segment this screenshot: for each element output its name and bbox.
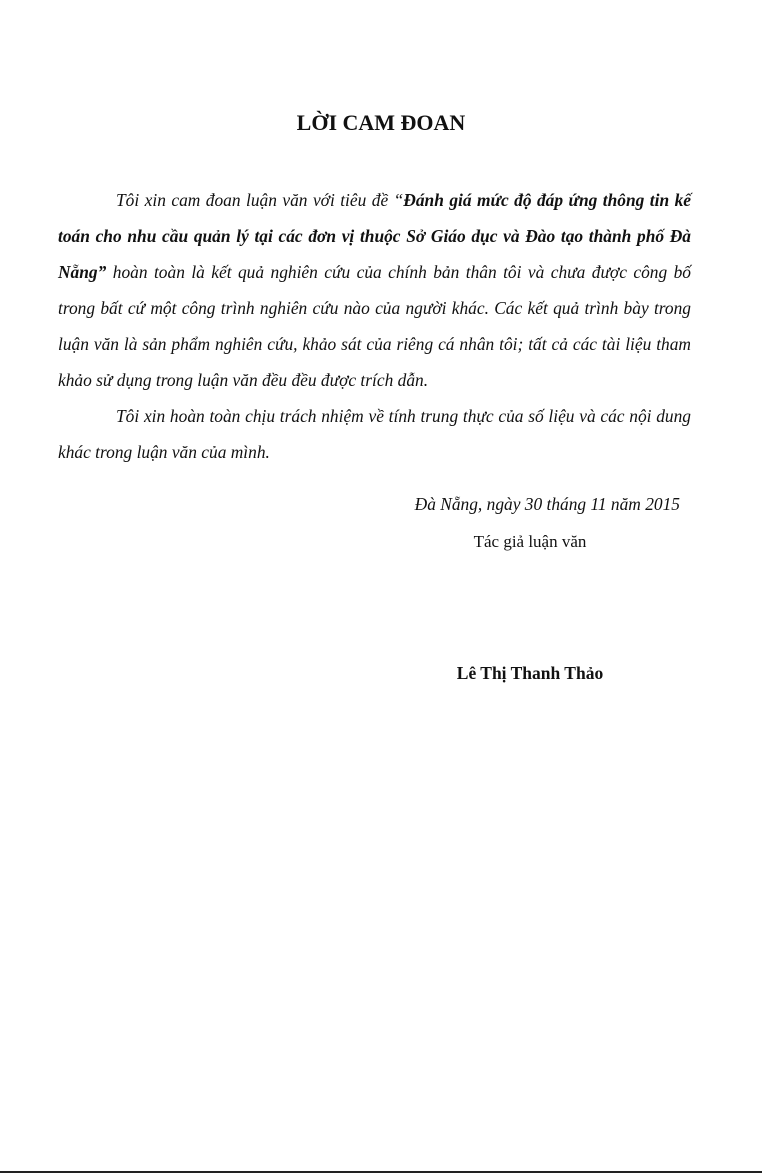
paragraph-intro: Tôi xin cam đoan luận văn với tiêu đề “ (116, 190, 404, 210)
thesis-title: Đánh giá mức độ đáp ứng thông tin kế toán cho nhu cầu quản lý tại các đơn vị thuộc Sở Giáo dục và Đào tạo thành phố Đà Nẵng” (58, 190, 691, 282)
declaration-body (58, 182, 691, 470)
paragraph-rest: hoàn toàn là kết quả nghiên cứu của chính bản thân tôi và chưa được công bố trong bất cứ một công trình nghiên cứu nào của người khác. Các kết quả trình bày trong luận văn là sản phẩm nghiên cứu, khảo sát của riêng cá nhân tôi; tất cả các tài liệu tham khảo sử dụng trong luận văn đều đều được trích dẫn. (58, 262, 691, 390)
page-title: LỜI CAM ĐOAN (296, 110, 466, 135)
declaration-paragraph-1 (58, 182, 691, 398)
page-bottom-rule (0, 1171, 762, 1173)
declaration-paragraph-2: Tôi xin hoàn toàn chịu trách nhiệm về tính trung thực của số liệu và các nội dung khác trong luận văn của mình. (58, 406, 691, 462)
signature-role: Tác giả luận văn (473, 532, 587, 551)
author-name: Lê Thị Thanh Thảo (456, 663, 604, 683)
date-line: Đà Nẵng, ngày 30 tháng 11 năm 2015 (414, 494, 680, 514)
